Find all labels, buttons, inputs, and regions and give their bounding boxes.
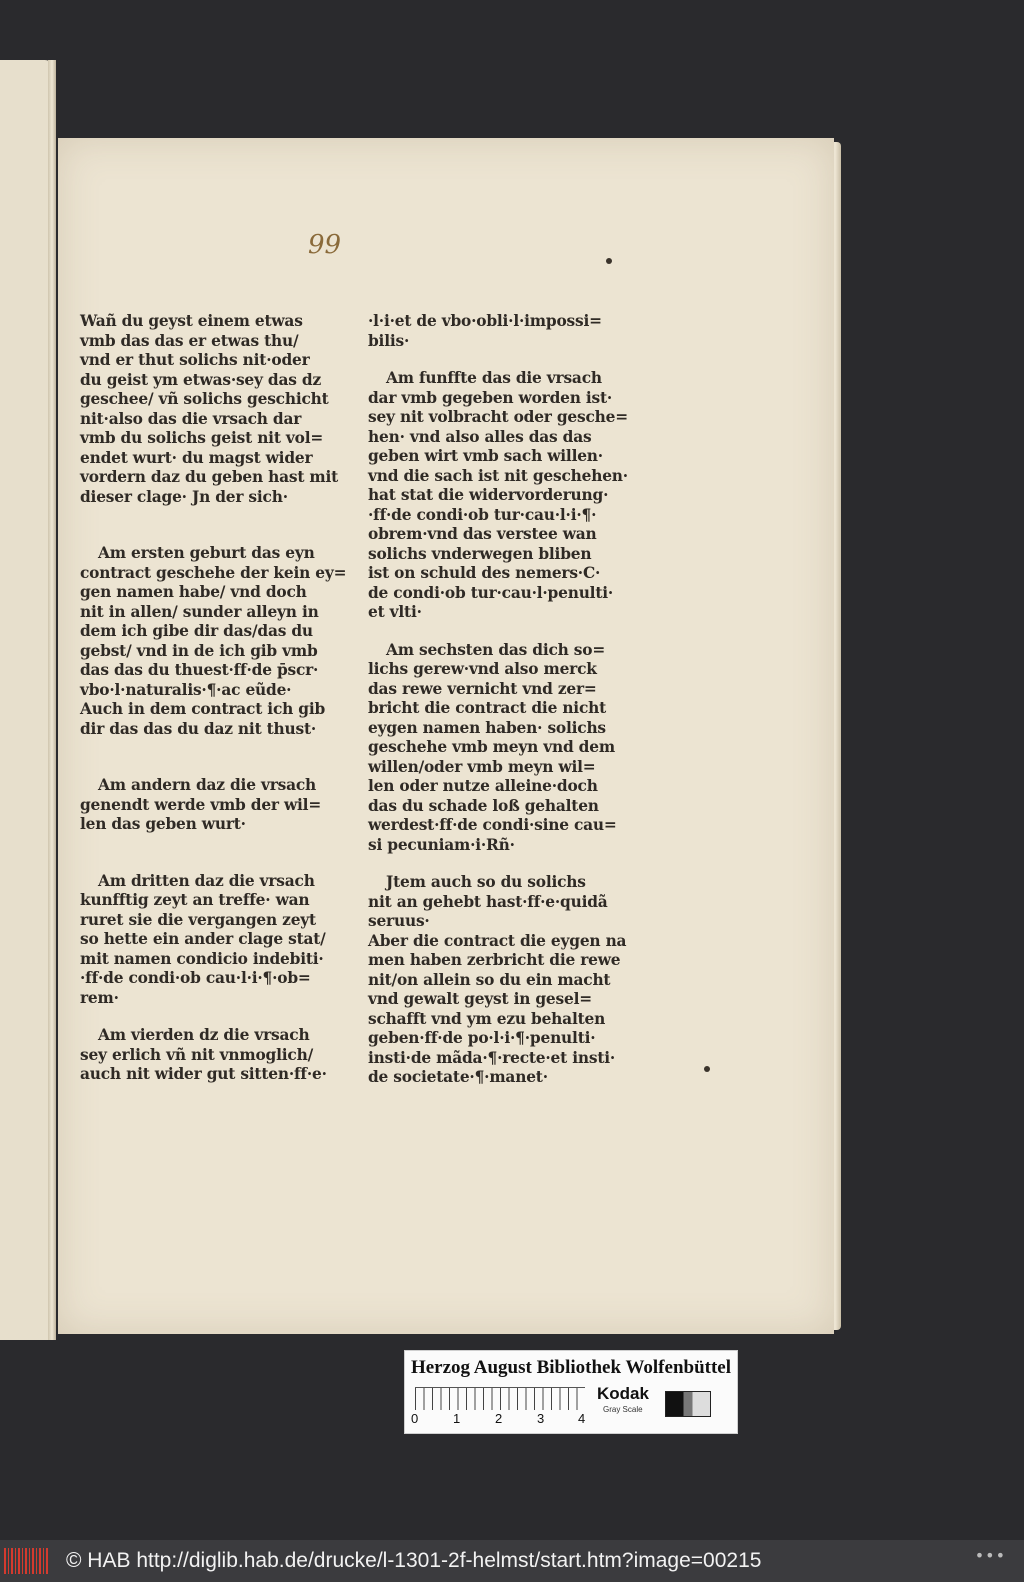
text-line: de condi·ob tur·cau·l·penulti· bbox=[368, 583, 614, 602]
text-line: len das geben wurt· bbox=[80, 815, 246, 833]
text-line: eygen namen haben· solichs bbox=[368, 718, 606, 737]
text-line: contract geschehe der kein ey= bbox=[80, 563, 347, 582]
text-line: werdest·ff·de condi·sine cau= bbox=[368, 816, 617, 834]
text-line: Auch in dem contract ich gib bbox=[80, 700, 326, 718]
text-line: geben·ff·de po·l·i·¶·penulti· bbox=[368, 1029, 596, 1047]
paragraph bbox=[368, 312, 618, 351]
card-title: Herzog August Bibliothek Wolfenbüttel bbox=[410, 1357, 732, 1378]
barcode-icon bbox=[4, 1548, 48, 1574]
paragraph bbox=[368, 369, 628, 623]
ink-spot bbox=[704, 1066, 710, 1072]
text-line: Am vierden dz die vrsach bbox=[98, 1026, 310, 1044]
paragraph bbox=[80, 776, 320, 835]
text-line: nit in allen/ sunder alleyn in bbox=[80, 602, 319, 621]
text-line: vnd die sach ist nit geschehen· bbox=[368, 466, 628, 485]
text-line: vnd gewalt geyst in gesel= bbox=[368, 990, 592, 1008]
text-line: Am andern daz die vrsach bbox=[98, 776, 316, 794]
text-line: vordern daz du geben hast mit bbox=[80, 468, 339, 486]
text-line: kunfftig zeyt an treffe· wan bbox=[80, 891, 310, 909]
text-line: auch nit wider gut sitten·ff·e· bbox=[80, 1065, 327, 1083]
text-line: de societate·¶·manet· bbox=[368, 1068, 548, 1086]
text-line: nit an gehebt hast·ff·e·quidã bbox=[368, 892, 608, 911]
more-options-icon[interactable]: ••• bbox=[974, 1546, 1006, 1565]
text-line: willen/oder vmb meyn wil= bbox=[368, 757, 596, 776]
gray-swatch bbox=[665, 1391, 711, 1417]
text-line: nit·also das die vrsach dar bbox=[80, 409, 302, 428]
text-line: Jtem auch so du solichs bbox=[386, 873, 586, 891]
text-line: genendt werde vmb der wil= bbox=[80, 795, 322, 814]
text-line: Wañ du geyst einem etwas bbox=[80, 312, 303, 330]
kodak-logo: Kodak bbox=[597, 1384, 649, 1403]
paragraph bbox=[80, 544, 347, 739]
ruler-number: 1 bbox=[453, 1411, 461, 1426]
ink-spot bbox=[606, 258, 612, 264]
text-line: vmb das das er etwas thu/ bbox=[80, 331, 299, 350]
text-line: insti·de mãda·¶·recte·et insti· bbox=[368, 1048, 616, 1067]
ruler-number: 2 bbox=[495, 1411, 503, 1426]
text-line: si pecuniam·i·Rñ· bbox=[368, 835, 515, 854]
paragraph bbox=[80, 312, 339, 507]
text-column-right bbox=[368, 312, 628, 1088]
text-line: sey nit volbracht oder gesche= bbox=[368, 408, 628, 426]
text-line: lichs gerew·vnd also merck bbox=[368, 660, 597, 678]
color-calibration-card bbox=[404, 1350, 738, 1434]
text-line: vbo·l·naturalis·¶·ac eũde· bbox=[80, 680, 292, 699]
paragraph bbox=[80, 1026, 327, 1085]
text-line: ·ff·de condi·ob cau·l·i·¶·ob= bbox=[80, 969, 311, 987]
text-line: geschee/ vñ solichs geschicht bbox=[80, 390, 329, 408]
text-column-left bbox=[80, 312, 347, 1085]
text-line: schafft vnd ym ezu behalten bbox=[368, 1009, 606, 1028]
gray-scale-label: Gray Scale bbox=[603, 1405, 643, 1414]
text-line: nit/on allein so du ein macht bbox=[368, 970, 611, 989]
text-line: bilis· bbox=[368, 331, 410, 350]
text-line: rem· bbox=[80, 988, 119, 1007]
text-line: len oder nutze alleine·doch bbox=[368, 777, 598, 795]
text-line: das rewe vernicht vnd zer= bbox=[368, 679, 597, 698]
text-line: hen· vnd also alles das das bbox=[368, 427, 592, 446]
text-line: so hette ein ander clage stat/ bbox=[80, 930, 326, 948]
text-line: obrem·vnd das verstee wan bbox=[368, 525, 597, 543]
text-line: Am ersten geburt das eyn bbox=[98, 544, 315, 562]
text-line: ist on schuld des nemers·C· bbox=[368, 564, 601, 582]
text-line: dem ich gibe dir das/das du bbox=[80, 622, 313, 640]
text-line: Am dritten daz die vrsach bbox=[98, 871, 315, 890]
text-line: Aber die contract die eygen na bbox=[368, 931, 627, 950]
text-line: geschehe vmb meyn vnd dem bbox=[368, 738, 615, 756]
text-line: vnd er thut solichs nit·oder bbox=[80, 351, 310, 369]
text-line: ·ff·de condi·ob tur·cau·l·i·¶· bbox=[368, 505, 597, 524]
text-line: gebst/ vnd in de ich gib vmb bbox=[80, 641, 318, 660]
paragraph bbox=[368, 641, 618, 856]
text-line: geben wirt vmb sach willen· bbox=[368, 447, 603, 465]
text-line: Am sechsten das dich so= bbox=[386, 640, 606, 659]
book-page bbox=[58, 138, 834, 1334]
previous-page-edge bbox=[0, 60, 55, 1340]
text-line: solichs vnderwegen bliben bbox=[368, 544, 592, 563]
text-line: das das du thuest·ff·de p̄scr· bbox=[80, 661, 319, 679]
scale-ruler bbox=[415, 1387, 585, 1410]
text-line: ·l·i·et de vbo·obli·l·impossi= bbox=[368, 312, 602, 330]
text-line: dieser clage· Jn der sich· bbox=[80, 487, 288, 506]
text-line: Am funffte das die vrsach bbox=[386, 369, 602, 387]
ruler-number: 4 bbox=[578, 1411, 586, 1426]
text-line: gen namen habe/ vnd doch bbox=[80, 583, 307, 601]
text-line: mit namen condicio indebiti· bbox=[80, 949, 324, 968]
ruler-number: 3 bbox=[537, 1411, 545, 1426]
text-line: sey erlich vñ nit vnmoglich/ bbox=[80, 1045, 313, 1064]
text-line: men haben zerbricht die rewe bbox=[368, 951, 621, 969]
text-line: dir das das du daz nit thust· bbox=[80, 719, 317, 738]
footer-bar bbox=[0, 1540, 1024, 1582]
folio-number: 99 bbox=[308, 230, 342, 260]
text-line: endet wurt· du magst wider bbox=[80, 448, 313, 467]
text-line: bricht die contract die nicht bbox=[368, 699, 607, 717]
paragraph bbox=[368, 873, 627, 1088]
text-line: hat stat die widervorderung· bbox=[368, 486, 609, 504]
text-line: vmb du solichs geist nit vol= bbox=[80, 429, 324, 447]
text-line: seruus· bbox=[368, 912, 430, 930]
text-line: dar vmb gegeben worden ist· bbox=[368, 388, 613, 407]
page-fore-edge bbox=[48, 60, 56, 1340]
text-line: das du schade loß gehalten bbox=[368, 796, 599, 815]
copyright-url-text[interactable]: © HAB http://diglib.hab.de/drucke/l-1301-2f-helmst/start.htm?image=00215 bbox=[66, 1549, 762, 1572]
text-line: ruret sie die vergangen zeyt bbox=[80, 910, 316, 929]
ruler-number: 0 bbox=[411, 1411, 419, 1426]
text-line: et vlti· bbox=[368, 603, 422, 621]
paragraph bbox=[80, 871, 326, 1009]
text-line: du geist ym etwas·sey das dz bbox=[80, 370, 321, 389]
